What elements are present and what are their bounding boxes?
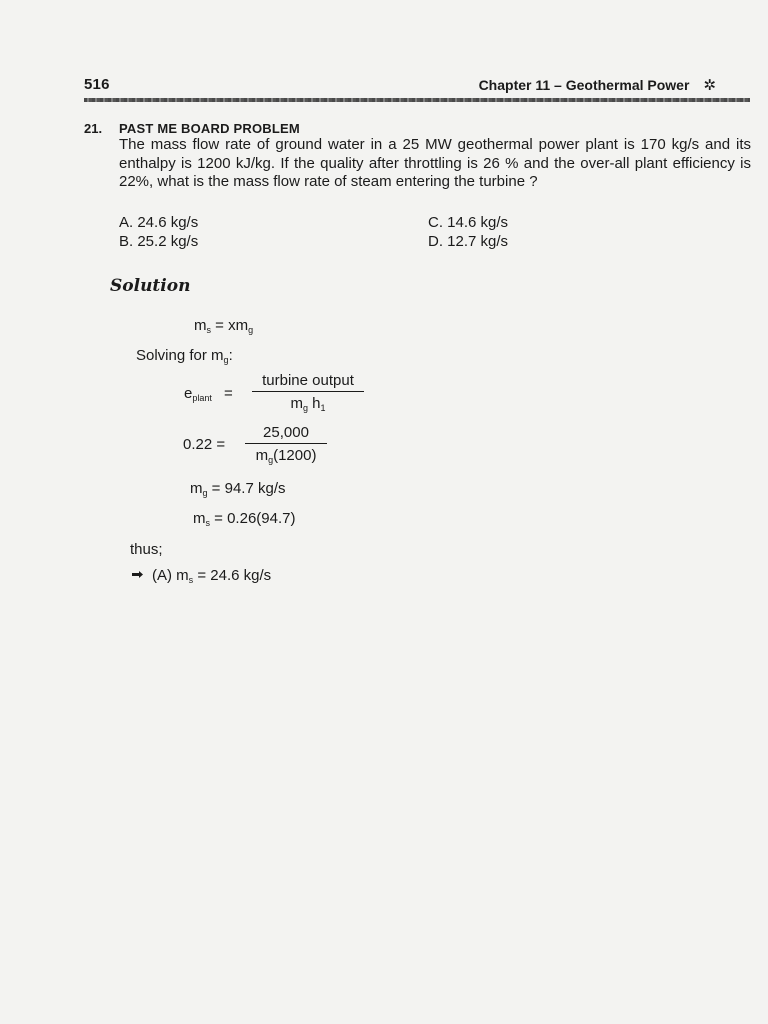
efficiency-fraction [252, 372, 364, 413]
header-rule [84, 98, 750, 102]
equation-ms-substitution: $m_s = 0.26(94.7)$ [193, 510, 296, 528]
solving-for-label: Solving for $m_g$: [136, 347, 233, 365]
question-title: PAST ME BOARD PROBLEM [119, 121, 300, 136]
page-number: 516 [84, 76, 110, 93]
thus-label: thus; [130, 541, 163, 558]
chapter-title [479, 76, 716, 94]
pointing-hand-icon [132, 570, 144, 579]
question-number: 21. [84, 121, 103, 136]
efficiency-value-fraction [245, 424, 327, 465]
question-body: The mass flow rate of ground water in a 25 MW geothermal power plant is 170 kg/s and its enthalpy is 1200 kJ/kg. If the quality after throttling is 26 % and the over-all plant efficiency is 22%, what is the mass flow rate of steam entering the turbine ? [119, 136, 751, 190]
equation-mg-result: $m_g = 94.7$ kg/s [190, 480, 286, 498]
solution-heading: Solution [110, 276, 191, 296]
choice-a: A. 24.6 kg/s [119, 214, 199, 231]
efficiency-lhs: $e_{plant}$ = [184, 385, 233, 403]
fraction-denominator: $m_g$ $h_1$ [290, 395, 326, 413]
choice-c: C. 14.6 kg/s [428, 214, 509, 231]
final-answer: (A) $m_s = 24.6$ kg/s [132, 567, 271, 585]
fraction-numerator: turbine output [252, 372, 364, 392]
efficiency-value-lhs: 0.22 = [183, 436, 226, 453]
choice-b: B. 25.2 kg/s [119, 233, 199, 250]
equation-ms-xmg: $m_s = xm_g$ [194, 317, 254, 335]
fraction-denominator: $m_g(1200)$ [255, 447, 317, 465]
fraction-numerator: 25,000 [245, 424, 327, 444]
chapter-title-text: Chapter 11 – Geothermal Power [478, 77, 690, 93]
choice-d: D. 12.7 kg/s [428, 233, 509, 250]
star-icon: ✲ [703, 77, 716, 94]
